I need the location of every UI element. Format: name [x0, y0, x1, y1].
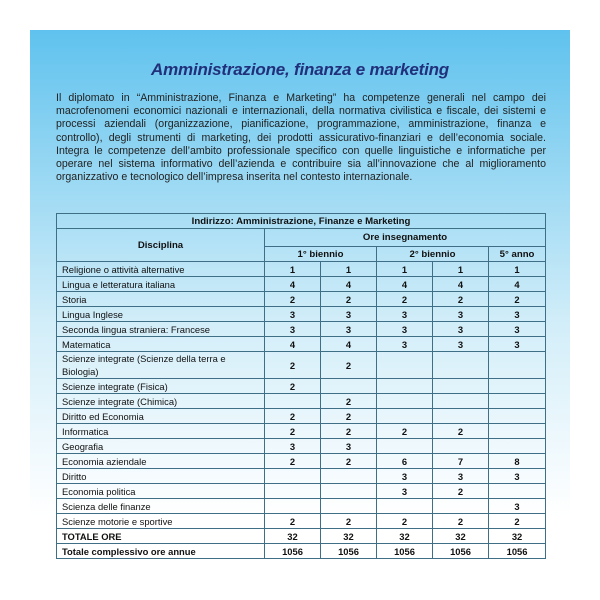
table-row — [57, 352, 546, 379]
hours-cell: 2 — [265, 352, 321, 379]
table-row — [57, 379, 546, 394]
hours-cell — [377, 394, 433, 409]
hours-cell: 1 — [489, 262, 546, 277]
hours-cell: 4 — [321, 277, 377, 292]
subject-cell: Storia — [57, 292, 265, 307]
hours-cell: 4 — [433, 277, 489, 292]
hours-cell: 3 — [377, 337, 433, 352]
hours-cell: 3 — [433, 469, 489, 484]
totals-hours-cell: 32 — [377, 529, 433, 544]
totals-hours-cell: 1056 — [377, 544, 433, 559]
hours-cell: 2 — [321, 424, 377, 439]
table-body — [57, 262, 546, 559]
table-row — [57, 394, 546, 409]
hours-cell: 3 — [489, 307, 546, 322]
hours-cell — [489, 409, 546, 424]
table-row — [57, 307, 546, 322]
hours-cell: 6 — [377, 454, 433, 469]
period-header-biennio-2: 2° biennio — [377, 247, 489, 262]
hours-cell — [489, 352, 546, 379]
hours-cell: 2 — [433, 484, 489, 499]
totals-hours-cell: 1056 — [265, 544, 321, 559]
hours-cell: 2 — [489, 514, 546, 529]
subject-cell: Matematica — [57, 337, 265, 352]
hours-cell: 2 — [433, 514, 489, 529]
hours-cell — [377, 379, 433, 394]
hours-cell — [433, 499, 489, 514]
hours-cell — [489, 424, 546, 439]
hours-cell: 3 — [377, 307, 433, 322]
table-row — [57, 292, 546, 307]
hours-cell — [265, 499, 321, 514]
table-row — [57, 277, 546, 292]
hours-cell: 4 — [489, 277, 546, 292]
curriculum-table — [56, 213, 546, 559]
hours-cell: 2 — [321, 352, 377, 379]
subject-cell: Scienze integrate (Scienze della terra e Biologia) — [57, 352, 265, 379]
hours-cell: 8 — [489, 454, 546, 469]
table-row — [57, 484, 546, 499]
subject-cell: Scienze integrate (Fisica) — [57, 379, 265, 394]
totals-hours-cell: 1056 — [489, 544, 546, 559]
totals-row — [57, 544, 546, 559]
hours-cell: 1 — [377, 262, 433, 277]
hours-cell — [265, 484, 321, 499]
hours-cell: 2 — [265, 409, 321, 424]
hours-cell: 2 — [377, 292, 433, 307]
totals-hours-cell: 32 — [489, 529, 546, 544]
hours-cell: 7 — [433, 454, 489, 469]
subject-cell: Scienze motorie e sportive — [57, 514, 265, 529]
hours-cell: 2 — [265, 424, 321, 439]
hours-cell: 3 — [321, 322, 377, 337]
hours-cell: 2 — [321, 409, 377, 424]
hours-cell — [377, 409, 433, 424]
hours-cell — [377, 499, 433, 514]
hours-cell: 2 — [321, 394, 377, 409]
totals-hours-cell: 32 — [433, 529, 489, 544]
hours-cell: 3 — [433, 322, 489, 337]
hours-cell: 3 — [265, 439, 321, 454]
hours-cell: 2 — [433, 424, 489, 439]
subject-cell: Informatica — [57, 424, 265, 439]
table-row — [57, 514, 546, 529]
table-row — [57, 322, 546, 337]
hours-cell: 4 — [265, 337, 321, 352]
hours-cell: 2 — [265, 292, 321, 307]
hours-cell: 2 — [265, 514, 321, 529]
subject-cell: Seconda lingua straniera: Francese — [57, 322, 265, 337]
subject-cell: Economia aziendale — [57, 454, 265, 469]
hours-cell — [433, 379, 489, 394]
content-panel — [30, 30, 570, 570]
table-row — [57, 262, 546, 277]
table-row — [57, 454, 546, 469]
hours-cell: 2 — [489, 292, 546, 307]
hours-cell: 2 — [377, 424, 433, 439]
hours-cell: 2 — [321, 454, 377, 469]
hours-cell: 3 — [321, 307, 377, 322]
subject-cell: Scienza delle finanze — [57, 499, 265, 514]
table-row — [57, 424, 546, 439]
hours-cell — [489, 394, 546, 409]
table-row — [57, 469, 546, 484]
hours-cell — [433, 352, 489, 379]
hours-cell — [377, 352, 433, 379]
hours-cell — [489, 379, 546, 394]
hours-cell: 4 — [377, 277, 433, 292]
hours-cell: 1 — [433, 262, 489, 277]
hours-cell — [433, 409, 489, 424]
totals-hours-cell: 1056 — [321, 544, 377, 559]
subject-cell: Lingua Inglese — [57, 307, 265, 322]
hours-cell: 3 — [265, 307, 321, 322]
hours-column-header: Ore insegnamento — [265, 229, 546, 247]
hours-cell — [377, 439, 433, 454]
hours-cell: 1 — [265, 262, 321, 277]
hours-cell: 3 — [265, 322, 321, 337]
hours-cell: 2 — [377, 514, 433, 529]
subject-cell: Diritto — [57, 469, 265, 484]
hours-cell: 3 — [377, 322, 433, 337]
hours-cell — [433, 394, 489, 409]
table-heading: Indirizzo: Amministrazione, Finanze e Marketing — [57, 214, 546, 229]
hours-cell — [489, 484, 546, 499]
hours-cell: 4 — [265, 277, 321, 292]
hours-cell: 3 — [489, 337, 546, 352]
hours-cell — [265, 469, 321, 484]
totals-row — [57, 529, 546, 544]
hours-cell: 2 — [433, 292, 489, 307]
table-row — [57, 409, 546, 424]
subject-cell: Religione o attività alternative — [57, 262, 265, 277]
hours-cell: 2 — [321, 514, 377, 529]
hours-cell: 1 — [321, 262, 377, 277]
period-header-biennio-1: 1° biennio — [265, 247, 377, 262]
totals-label: TOTALE ORE — [57, 529, 265, 544]
subject-cell: Lingua e letteratura italiana — [57, 277, 265, 292]
hours-cell: 2 — [321, 292, 377, 307]
hours-cell: 3 — [321, 439, 377, 454]
table-row — [57, 337, 546, 352]
hours-cell — [321, 379, 377, 394]
hours-cell — [265, 394, 321, 409]
hours-cell: 3 — [489, 469, 546, 484]
hours-cell — [433, 439, 489, 454]
page-title: Amministrazione, finanza e marketing — [151, 60, 449, 79]
hours-cell: 3 — [433, 337, 489, 352]
table-row — [57, 439, 546, 454]
hours-cell: 3 — [489, 322, 546, 337]
totals-hours-cell: 32 — [321, 529, 377, 544]
hours-cell — [321, 499, 377, 514]
intro-paragraph: Il diplomato in “Amministrazione, Finanza e Marketing” ha competenze generali nel campo dei macrofenomeni economici nazionali e internazionali, della normativa civilistica e fiscale, dei sistemi e processi aziendali (organizzazione, pianificazione, programmazione, amministrazione, finanza e controllo), degli strumenti di marketing, dei prodotti assicurativo-finanziari e dell’economia sociale. Integra le competenze dell’ambito professionale specifico con quelle linguistiche e informatiche per operare nel sistema informativo dell’azienda e contribuire sia all’innovazione che al miglioramento organizzativo e tecnologico dell’impresa inserita nel contesto internazionale. — [56, 92, 546, 184]
subject-cell: Economia politica — [57, 484, 265, 499]
totals-hours-cell: 1056 — [433, 544, 489, 559]
hours-cell: 3 — [433, 307, 489, 322]
subject-cell: Scienze integrate (Chimica) — [57, 394, 265, 409]
hours-cell — [321, 484, 377, 499]
subject-cell: Diritto ed Economia — [57, 409, 265, 424]
hours-cell: 4 — [321, 337, 377, 352]
subject-cell: Geografia — [57, 439, 265, 454]
hours-cell: 3 — [377, 484, 433, 499]
hours-cell — [489, 439, 546, 454]
hours-cell: 3 — [377, 469, 433, 484]
totals-label: Totale complessivo ore annue — [57, 544, 265, 559]
hours-cell — [321, 469, 377, 484]
hours-cell: 3 — [489, 499, 546, 514]
hours-cell: 2 — [265, 454, 321, 469]
period-header-quinto-anno: 5° anno — [489, 247, 546, 262]
table-row — [57, 499, 546, 514]
hours-cell: 2 — [265, 379, 321, 394]
totals-hours-cell: 32 — [265, 529, 321, 544]
subject-column-header: Disciplina — [57, 229, 265, 262]
